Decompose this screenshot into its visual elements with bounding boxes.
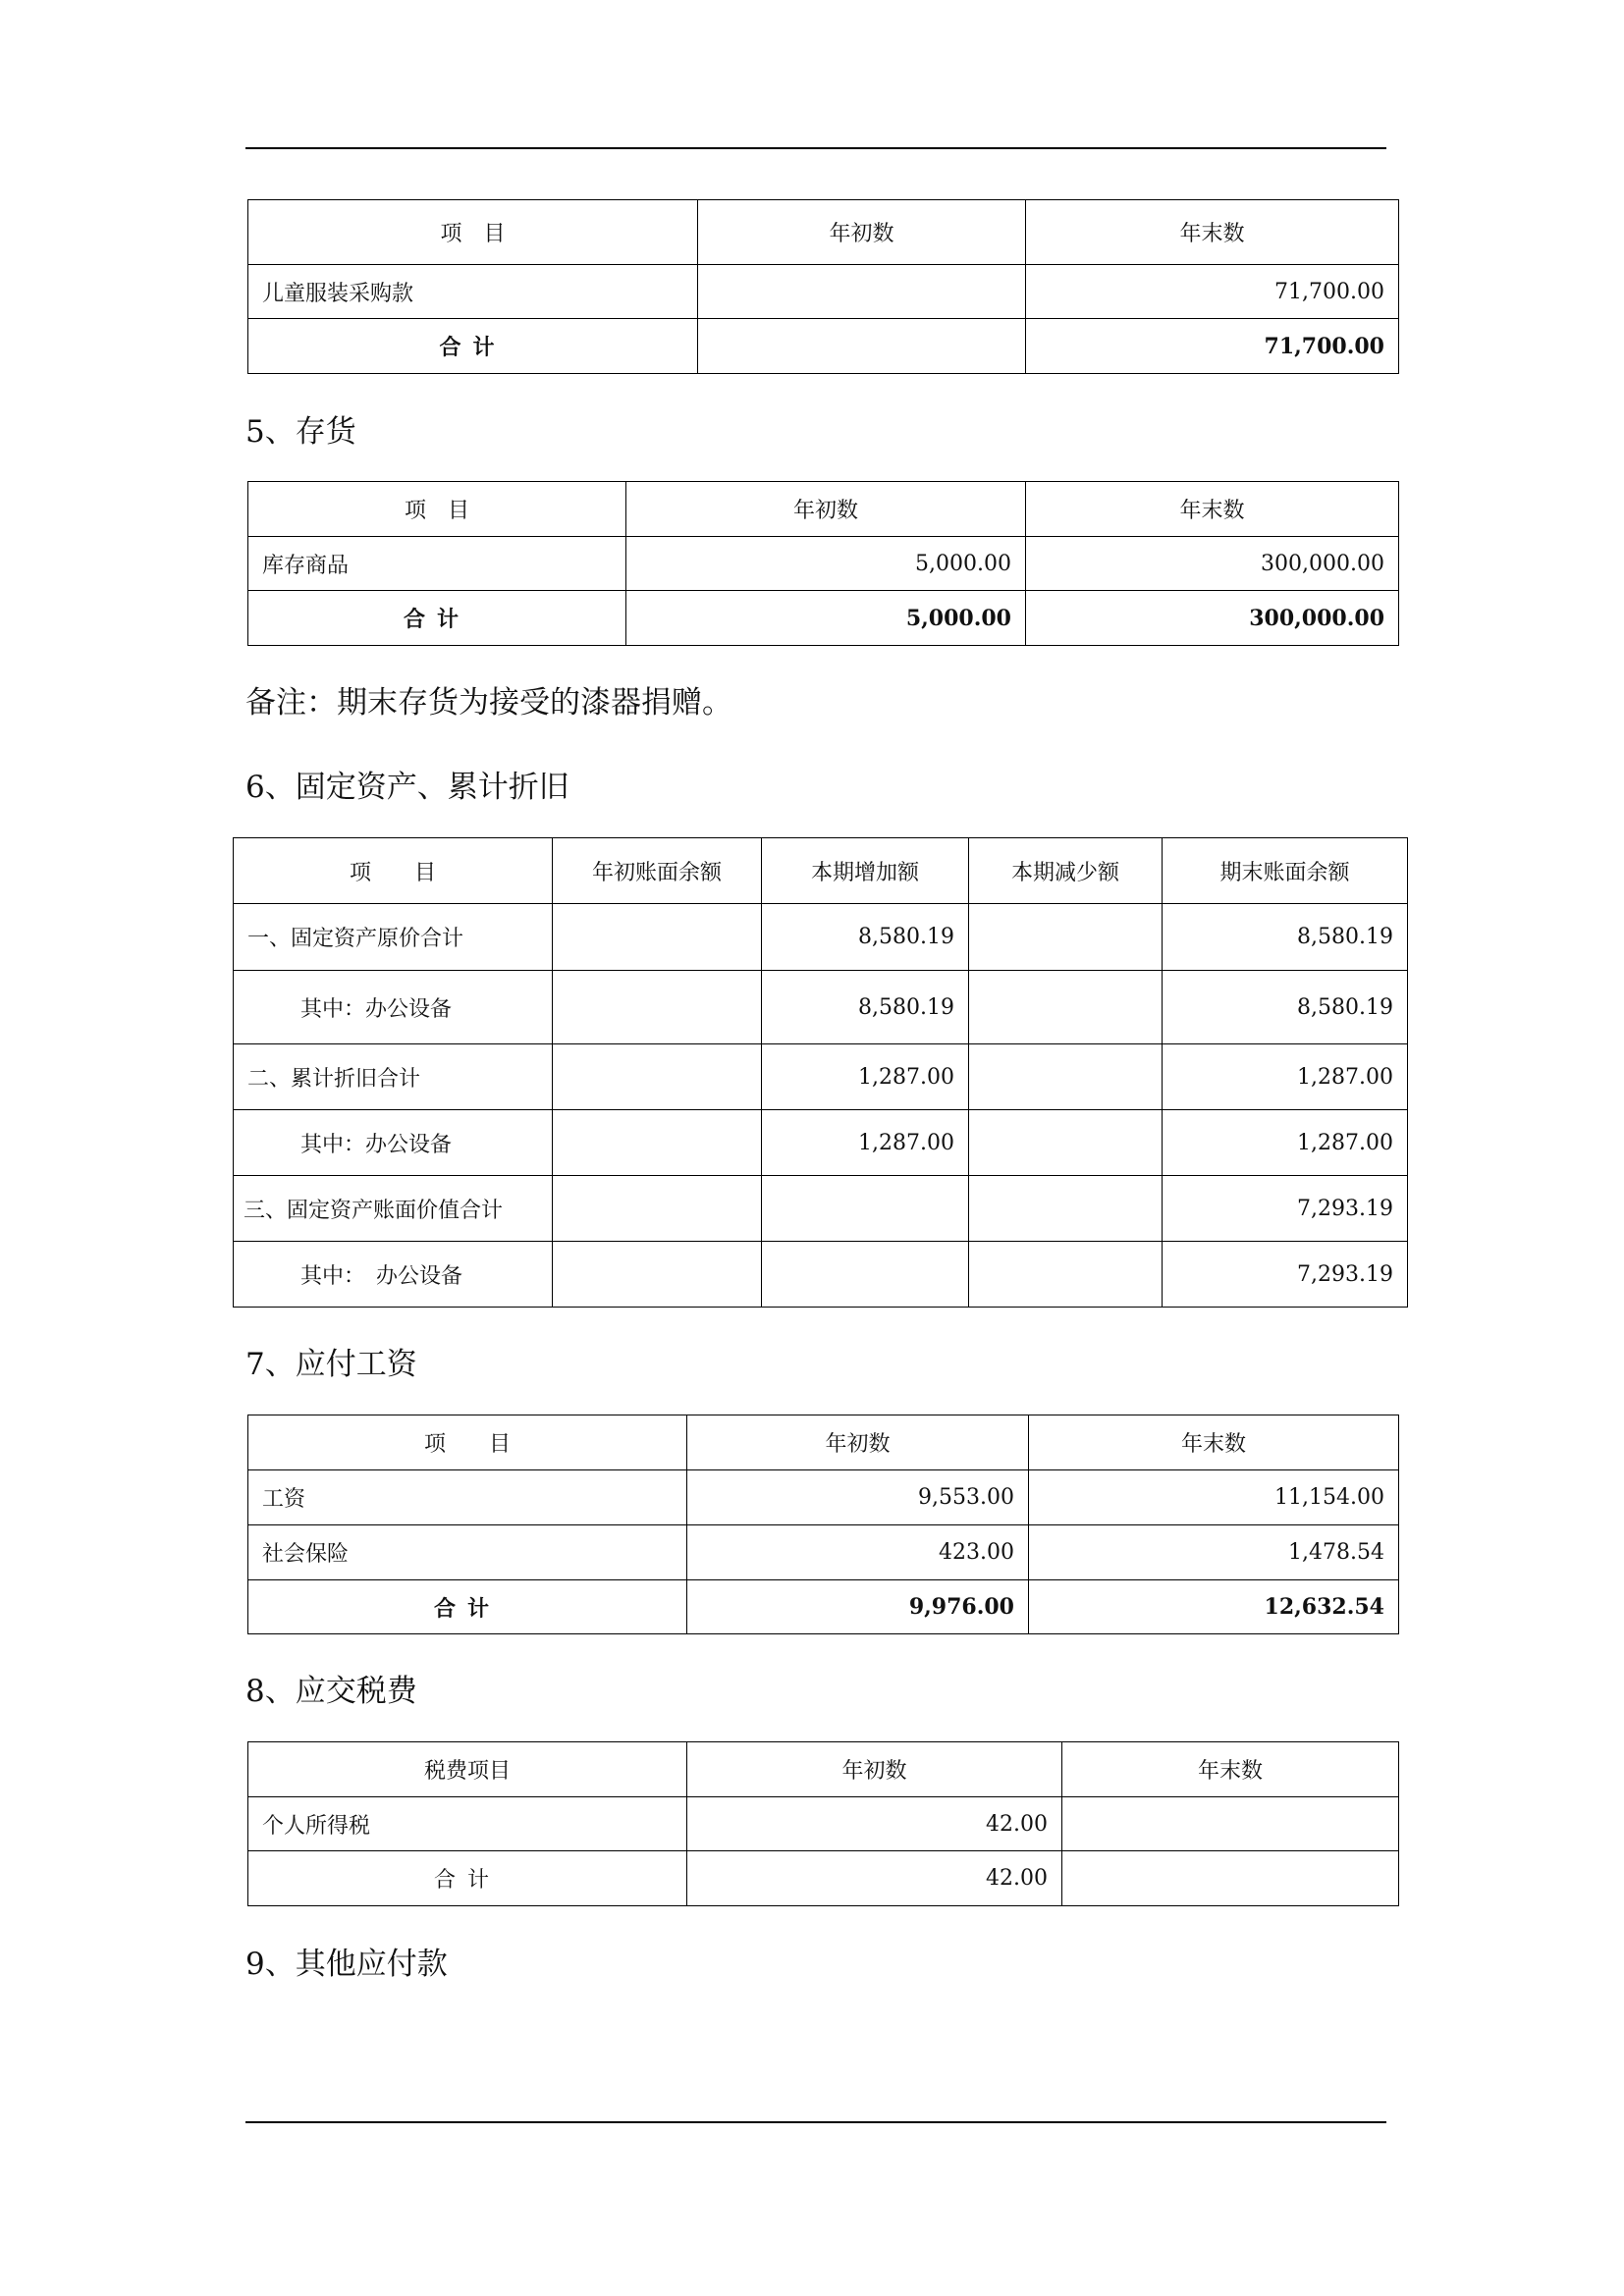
header-begin: 年初数: [626, 482, 1026, 537]
row-item: 其中：办公设备: [234, 971, 553, 1044]
header-add: 本期增加额: [762, 838, 969, 904]
table-header-row: [234, 838, 1408, 904]
total-row: [248, 591, 1399, 646]
table-row: [234, 1242, 1408, 1308]
table-row: [248, 537, 1399, 591]
header-end: 年末数: [1062, 1742, 1399, 1797]
header-end: 期末账面余额: [1163, 838, 1408, 904]
row-sub: [969, 1110, 1163, 1176]
header-begin: 年初数: [698, 200, 1026, 265]
wages-table: [247, 1415, 1399, 1634]
row-sub: [969, 971, 1163, 1044]
header-begin: 年初数: [687, 1742, 1062, 1797]
row-item: 工资: [248, 1470, 687, 1525]
row-end: [1062, 1797, 1399, 1851]
row-begin: [553, 1242, 762, 1308]
row-begin: 9,553.00: [687, 1470, 1029, 1525]
row-end: 8,580.19: [1163, 904, 1408, 971]
table-header-row: [248, 1742, 1399, 1797]
total-end: 12,632.54: [1029, 1580, 1399, 1634]
row-item: 一、固定资产原价合计: [234, 904, 553, 971]
table-row: [248, 1525, 1399, 1580]
table-row: [248, 265, 1399, 319]
row-item: 其中：办公设备: [234, 1110, 553, 1176]
total-begin: 42.00: [687, 1851, 1062, 1906]
section-heading-fixed-assets: 6、固定资产、累计折旧: [245, 770, 569, 805]
total-label: 合计: [248, 1851, 687, 1906]
row-begin: [553, 904, 762, 971]
total-row: [248, 319, 1399, 374]
row-add: [762, 1176, 969, 1242]
table-header-row: [248, 1415, 1399, 1470]
table-row: [234, 1110, 1408, 1176]
row-end: 1,478.54: [1029, 1525, 1399, 1580]
table-header-row: [248, 200, 1399, 265]
header-item: 项 目: [248, 482, 626, 537]
inventory-table: [247, 481, 1399, 646]
row-begin: 423.00: [687, 1525, 1029, 1580]
row-begin: 5,000.00: [626, 537, 1026, 591]
header-end: 年末数: [1026, 482, 1399, 537]
total-end: [1062, 1851, 1399, 1906]
row-sub: [969, 1242, 1163, 1308]
total-begin: 9,976.00: [687, 1580, 1029, 1634]
row-end: 11,154.00: [1029, 1470, 1399, 1525]
header-begin: 年初数: [687, 1415, 1029, 1470]
table-row: [234, 904, 1408, 971]
row-end: 8,580.19: [1163, 971, 1408, 1044]
row-begin: [553, 971, 762, 1044]
header-item: 项 目: [248, 1415, 687, 1470]
section-heading-inventory: 5、存货: [245, 414, 356, 450]
total-row: [248, 1580, 1399, 1634]
row-end: 300,000.00: [1026, 537, 1399, 591]
total-label: 合计: [248, 591, 626, 646]
table-row: [248, 1470, 1399, 1525]
row-item: 三、固定资产账面价值合计: [234, 1176, 553, 1242]
receivables-table: [247, 199, 1399, 374]
row-begin: 42.00: [687, 1797, 1062, 1851]
table-row: [234, 1176, 1408, 1242]
header-end: 年末数: [1026, 200, 1399, 265]
header-item: 项 目: [234, 838, 553, 904]
taxes-table: [247, 1741, 1399, 1906]
footer-rule: [245, 2121, 1386, 2123]
section-heading-taxes-payable: 8、应交税费: [245, 1674, 417, 1709]
row-begin: [553, 1110, 762, 1176]
row-end: 71,700.00: [1026, 265, 1399, 319]
row-add: 8,580.19: [762, 971, 969, 1044]
row-sub: [969, 1044, 1163, 1110]
header-item: 项 目: [248, 200, 698, 265]
row-item: 个人所得税: [248, 1797, 687, 1851]
row-begin: [553, 1044, 762, 1110]
row-begin: [553, 1176, 762, 1242]
table-row: [248, 1797, 1399, 1851]
total-end: 300,000.00: [1026, 591, 1399, 646]
row-add: 8,580.19: [762, 904, 969, 971]
total-label: 合计: [248, 319, 698, 374]
row-sub: [969, 904, 1163, 971]
fixed-assets-table: [233, 837, 1408, 1308]
row-item: 儿童服装采购款: [248, 265, 698, 319]
header-begin: 年初账面余额: [553, 838, 762, 904]
row-end: 7,293.19: [1163, 1242, 1408, 1308]
row-end: 7,293.19: [1163, 1176, 1408, 1242]
header-rule: [245, 147, 1386, 149]
total-label: 合计: [248, 1580, 687, 1634]
section-heading-other-payables: 9、其他应付款: [245, 1947, 448, 1982]
row-begin: [698, 265, 1026, 319]
total-begin: 5,000.00: [626, 591, 1026, 646]
row-add: [762, 1242, 969, 1308]
row-item: 其中： 办公设备: [234, 1242, 553, 1308]
total-row: [248, 1851, 1399, 1906]
total-end: 71,700.00: [1026, 319, 1399, 374]
row-item: 二、累计折旧合计: [234, 1044, 553, 1110]
total-begin: [698, 319, 1026, 374]
header-item: 税费项目: [248, 1742, 687, 1797]
row-item: 社会保险: [248, 1525, 687, 1580]
row-end: 1,287.00: [1163, 1044, 1408, 1110]
header-sub: 本期减少额: [969, 838, 1163, 904]
row-add: 1,287.00: [762, 1110, 969, 1176]
row-end: 1,287.00: [1163, 1110, 1408, 1176]
table-header-row: [248, 482, 1399, 537]
table-row: [234, 971, 1408, 1044]
section-heading-wages-payable: 7、应付工资: [245, 1347, 417, 1382]
row-sub: [969, 1176, 1163, 1242]
row-add: 1,287.00: [762, 1044, 969, 1110]
table-row: [234, 1044, 1408, 1110]
header-end: 年末数: [1029, 1415, 1399, 1470]
row-item: 库存商品: [248, 537, 626, 591]
inventory-note: 备注：期末存货为接受的漆器捐赠。: [245, 685, 732, 721]
